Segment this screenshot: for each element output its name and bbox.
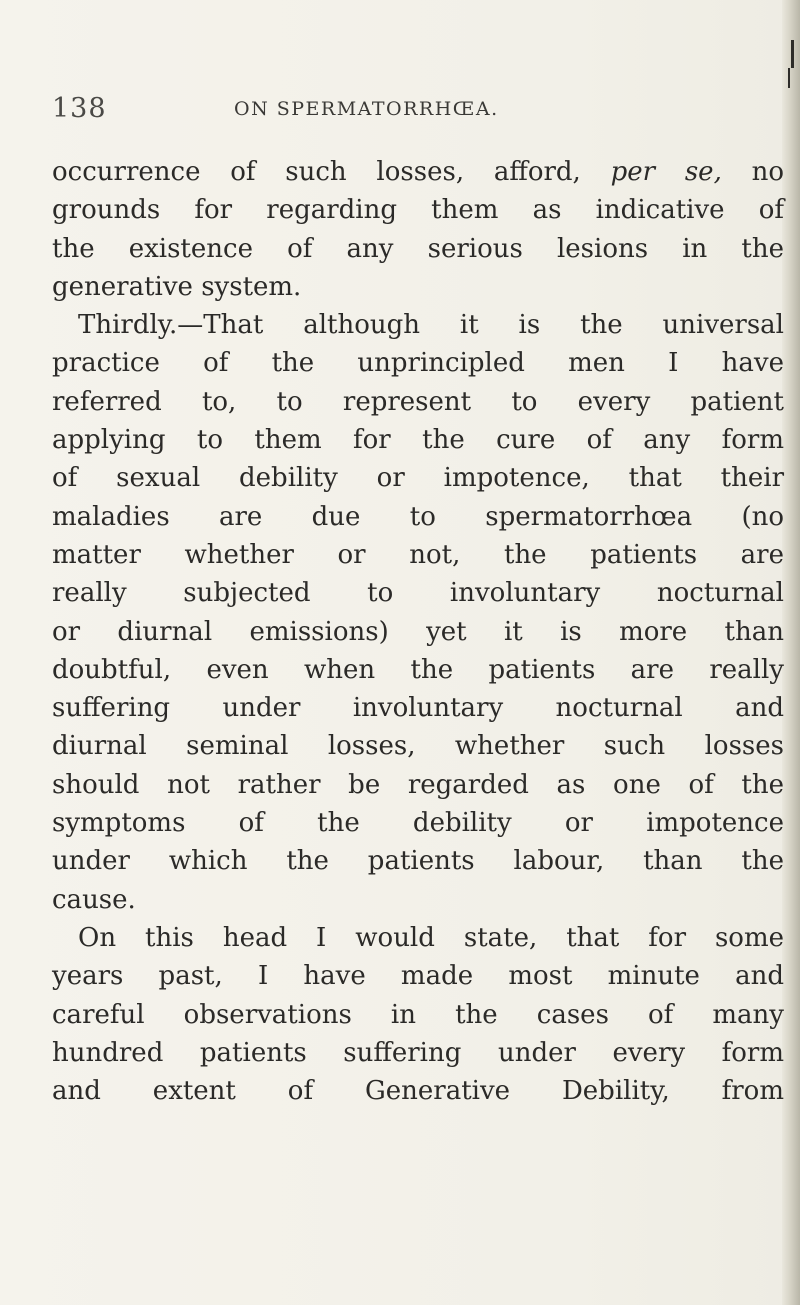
page-number: 138 [52,93,107,124]
text-line: practice of the unprincipled men I have [52,348,784,379]
text-line: and extent of Generative Debility, from [52,1076,784,1107]
edge-mark [791,40,794,68]
page-edge [782,0,800,1305]
text-line: suffering under involuntary nocturnal and [52,693,784,724]
text-line: under which the patients labour, than the [52,846,784,877]
text-line: should not rather be regarded as one of the [52,769,784,800]
running-title: ON SPERMATORRHŒA. [234,98,499,120]
text-line: generative system. [52,271,302,302]
text-line: cause. [52,884,136,915]
body-text [52,153,784,1110]
text-line: years past, I have made most minute and [52,961,784,992]
text-line: of sexual debility or impotence, that their [52,463,784,494]
text-line: careful observations in the cases of many [52,999,784,1030]
text-line: symptoms of the debility or impotence [52,808,784,839]
text-line: hundred patients suffering under every form [52,1037,784,1068]
text-line: maladies are due to spermatorrhœa (no [52,501,784,532]
italic-phrase: per se, [610,157,722,187]
text-line: applying to them for the cure of any form [52,425,784,456]
text-line: On this head I would state, that for some [78,922,784,953]
text-line: occurrence of such losses, afford, per se, no [52,157,785,187]
text-line: matter whether or not, the patients are [52,539,784,570]
text-line: grounds for regarding them as indicative of [52,195,784,226]
text-line: the existence of any serious lesions in the [52,233,784,264]
page-header [52,93,752,133]
text-line: Thirdly.—That although it is the universal [78,310,784,341]
edge-mark [788,68,790,88]
text-line: doubtful, even when the patients are really [52,654,784,685]
text-line: referred to, to represent to every patient [52,386,784,417]
text-line: diurnal seminal losses, whether such losses [52,731,784,762]
text-line: or diurnal emissions) yet it is more than [52,616,784,647]
text-line: really subjected to involuntary nocturnal [52,578,784,609]
